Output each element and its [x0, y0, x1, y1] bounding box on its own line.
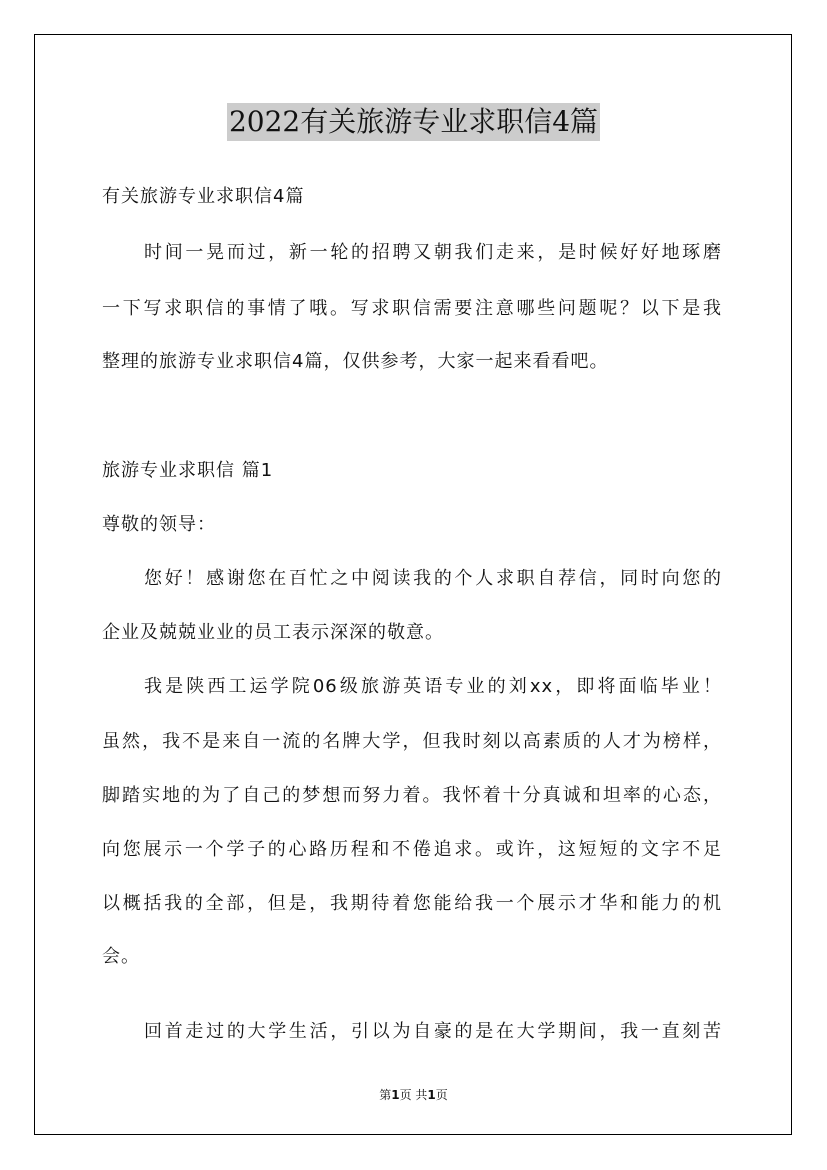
footer-page-number: 1 — [391, 1088, 400, 1102]
footer-page-prefix: 第 — [379, 1088, 392, 1102]
para2-line-4: 向您展示一个学子的心路历程和不倦追求。或许，这短短的文字不足 — [102, 839, 722, 860]
intro-line-3: 整理的旅游专业求职信4篇，仅供参考，大家一起来看看吧。 — [102, 351, 609, 372]
para2-line-1: 我是陕西工运学院06级旅游英语专业的刘xx，即将面临毕业！ — [144, 676, 722, 697]
document-subtitle: 有关旅游专业求职信4篇 — [102, 186, 305, 207]
para2-line-3: 脚踏实地的为了自己的梦想而努力着。我怀着十分真诚和坦率的心态， — [102, 785, 722, 806]
footer-page-mid: 页 共 — [399, 1088, 428, 1102]
para2-line-6: 会。 — [102, 946, 140, 967]
footer-page-total: 1 — [427, 1088, 436, 1102]
para1-line-1: 您好！感谢您在百忙之中阅读我的个人求职自荐信，同时向您的 — [144, 568, 722, 589]
footer-page-suffix: 页 — [435, 1088, 448, 1102]
document-title: 2022有关旅游专业求职信4篇 — [227, 103, 600, 141]
salutation: 尊敬的领导： — [102, 514, 216, 535]
section-heading: 旅游专业求职信 篇1 — [102, 460, 274, 481]
para3-line-1: 回首走过的大学生活，引以为自豪的是在大学期间，我一直刻苦 — [144, 1021, 722, 1042]
intro-line-1: 时间一晃而过，新一轮的招聘又朝我们走来，是时候好好地琢磨 — [144, 242, 722, 263]
para1-line-2: 企业及兢兢业业的员工表示深深的敬意。 — [102, 622, 444, 643]
para2-line-2: 虽然，我不是来自一流的名牌大学，但我时刻以高素质的人才为榜样， — [102, 731, 722, 752]
para2-line-5: 以概括我的全部，但是，我期待着您能给我一个展示才华和能力的机 — [102, 893, 722, 914]
page-footer — [0, 1086, 827, 1103]
intro-line-2: 一下写求职信的事情了哦。写求职信需要注意哪些问题呢？以下是我 — [102, 298, 722, 319]
